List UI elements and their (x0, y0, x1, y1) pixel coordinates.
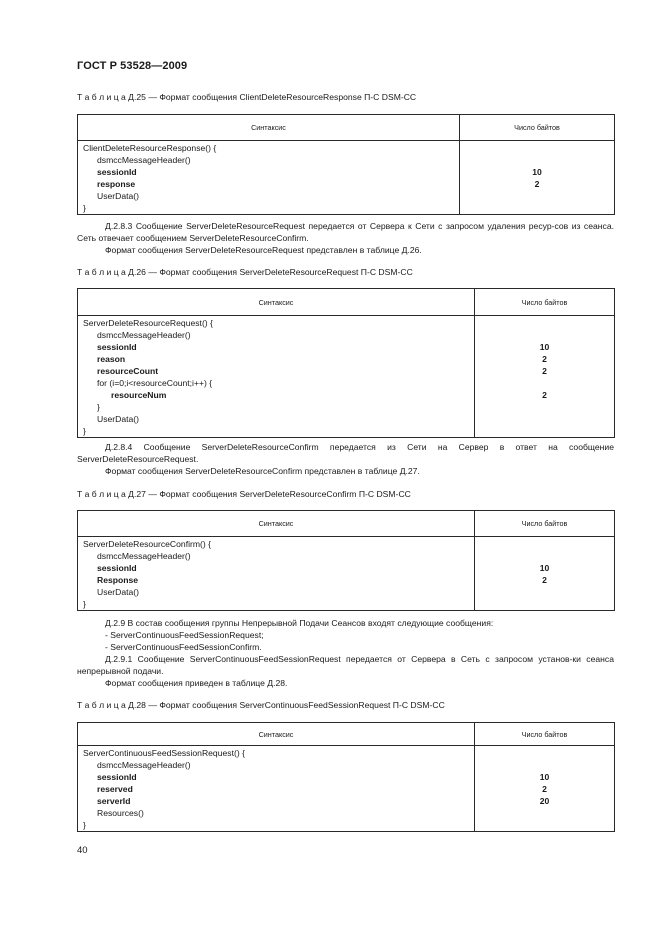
paragraph-d283 (77, 220, 614, 256)
syntax-line: sessionId (97, 563, 137, 573)
table-27-caption: Т а б л и ц а Д.27 — Формат сообщения ServerDeleteResourceConfirm П-С DSM-CC (77, 489, 411, 499)
byte-value: 10 (539, 342, 550, 352)
column-header-syntax: Синтаксис (78, 115, 460, 141)
column-header-bytes: Число байтов (475, 511, 615, 537)
paragraph-text: Д.2.8.3 Сообщение ServerDeleteResourceRequest передается от Сервера к Сети с запросом удаления ресур-сов из сеанса. Сеть отвечает сообщением ServerDeleteResourceConfirm. (77, 221, 614, 243)
column-header-syntax: Синтаксис (78, 511, 475, 537)
table-28 (77, 722, 615, 832)
syntax-line: Resources() (97, 808, 144, 818)
byte-value (475, 377, 614, 389)
bytes-cell (460, 141, 615, 215)
paragraph-text: Д.2.9.1 Сообщение ServerContinuousFeedSessionRequest передается от Сервера в Сеть с запросом установ-ки сеанса непрерывной подачи. (77, 654, 614, 676)
syntax-line: } (83, 599, 86, 609)
table-25-caption: Т а б л и ц а Д.25 — Формат сообщения ClientDeleteResourceResponse П-С DSM-CC (77, 92, 417, 102)
column-header-bytes: Число байтов (475, 723, 615, 746)
syntax-line: dsmccMessageHeader() (97, 330, 191, 340)
syntax-line: UserData() (97, 414, 140, 424)
byte-value (475, 538, 614, 550)
byte-value (475, 550, 614, 562)
syntax-cell (78, 537, 475, 611)
byte-value (460, 142, 614, 154)
syntax-line: resourceCount (97, 366, 159, 376)
byte-value (475, 413, 614, 425)
paragraph-text: Формат сообщения ServerDeleteResourceRequest представлен в таблице Д.26. (105, 245, 422, 255)
table-26 (77, 288, 615, 438)
column-header-bytes: Число байтов (475, 289, 615, 316)
byte-value: 2 (542, 390, 547, 400)
syntax-line: ServerDeleteResourceRequest() { (83, 318, 213, 328)
syntax-line: UserData() (97, 191, 140, 201)
syntax-line: dsmccMessageHeader() (97, 155, 191, 165)
bytes-cell (475, 316, 615, 438)
byte-value (475, 747, 614, 759)
byte-value (475, 807, 614, 819)
syntax-line: dsmccMessageHeader() (97, 551, 191, 561)
syntax-line: sessionId (97, 167, 137, 177)
syntax-line: } (83, 203, 86, 213)
byte-value (475, 401, 614, 413)
syntax-line: for (i=0;i<resourceCount;i++) { (97, 378, 213, 388)
syntax-line: } (83, 820, 86, 830)
bytes-cell (475, 746, 615, 832)
list-item: - ServerContinuousFeedSessionConfirm. (105, 642, 262, 652)
syntax-line: ServerContinuousFeedSessionRequest() { (83, 748, 245, 758)
syntax-cell (78, 141, 460, 215)
byte-value (460, 190, 614, 202)
byte-value: 10 (539, 772, 550, 782)
document-header: ГОСТ Р 53528—2009 (77, 60, 188, 72)
page-number: 40 (77, 845, 88, 856)
syntax-cell (78, 316, 475, 438)
byte-value: 20 (539, 796, 550, 806)
syntax-line: serverId (97, 796, 131, 806)
syntax-line: sessionId (97, 772, 137, 782)
byte-value (475, 598, 614, 610)
syntax-line: ClientDeleteResourceResponse() { (83, 143, 217, 153)
paragraph-text: Формат сообщения приведен в таблице Д.28. (105, 678, 288, 688)
paragraph-text: Формат сообщения ServerDeleteResourceConfirm представлен в таблице Д.27. (105, 466, 420, 476)
syntax-line: UserData() (97, 587, 140, 597)
column-header-syntax: Синтаксис (78, 723, 475, 746)
byte-value: 2 (542, 354, 547, 364)
syntax-line: resourceNum (111, 390, 167, 400)
paragraph-text: Д.2.9 В состав сообщения группы Непрерывной Подачи Сеансов входят следующие сообщения: (105, 618, 494, 628)
table-27 (77, 510, 615, 611)
byte-value (475, 425, 614, 437)
table-25 (77, 114, 615, 215)
syntax-line: dsmccMessageHeader() (97, 760, 191, 770)
byte-value (460, 202, 614, 214)
paragraph-d284 (77, 441, 614, 477)
syntax-cell (78, 746, 475, 832)
syntax-line: } (83, 426, 86, 436)
byte-value: 10 (532, 167, 542, 177)
byte-value (475, 329, 614, 341)
table-26-caption: Т а б л и ц а Д.26 — Формат сообщения ServerDeleteResourceRequest П-С DSM-CC (77, 267, 413, 277)
byte-value (460, 154, 614, 166)
byte-value (475, 317, 614, 329)
byte-value (475, 759, 614, 771)
byte-value: 2 (534, 179, 540, 189)
syntax-line: Response (97, 575, 139, 585)
table-28-caption: Т а б л и ц а Д.28 — Формат сообщения ServerContinuousFeedSessionRequest П-С DSM-CC (77, 700, 445, 710)
paragraph-d29 (77, 617, 614, 689)
bytes-cell (475, 537, 615, 611)
syntax-line: ServerDeleteResourceConfirm() { (83, 539, 211, 549)
syntax-line: } (97, 402, 100, 412)
list-item: - ServerContinuousFeedSessionRequest; (105, 630, 264, 640)
byte-value (475, 586, 614, 598)
syntax-line: reason (97, 354, 126, 364)
byte-value: 2 (542, 784, 547, 794)
paragraph-text: Д.2.8.4 Сообщение ServerDeleteResourceConfirm передается из Сети на Сервер в ответ на сообщение ServerDeleteResourceRequest. (77, 442, 614, 464)
byte-value (475, 819, 614, 831)
column-header-syntax: Синтаксис (78, 289, 475, 316)
syntax-line: reserved (97, 784, 133, 794)
byte-value: 10 (539, 563, 550, 573)
syntax-line: sessionId (97, 342, 137, 352)
syntax-line: response (97, 179, 136, 189)
column-header-bytes: Число байтов (460, 115, 615, 141)
byte-value: 2 (542, 575, 547, 585)
byte-value: 2 (542, 366, 547, 376)
